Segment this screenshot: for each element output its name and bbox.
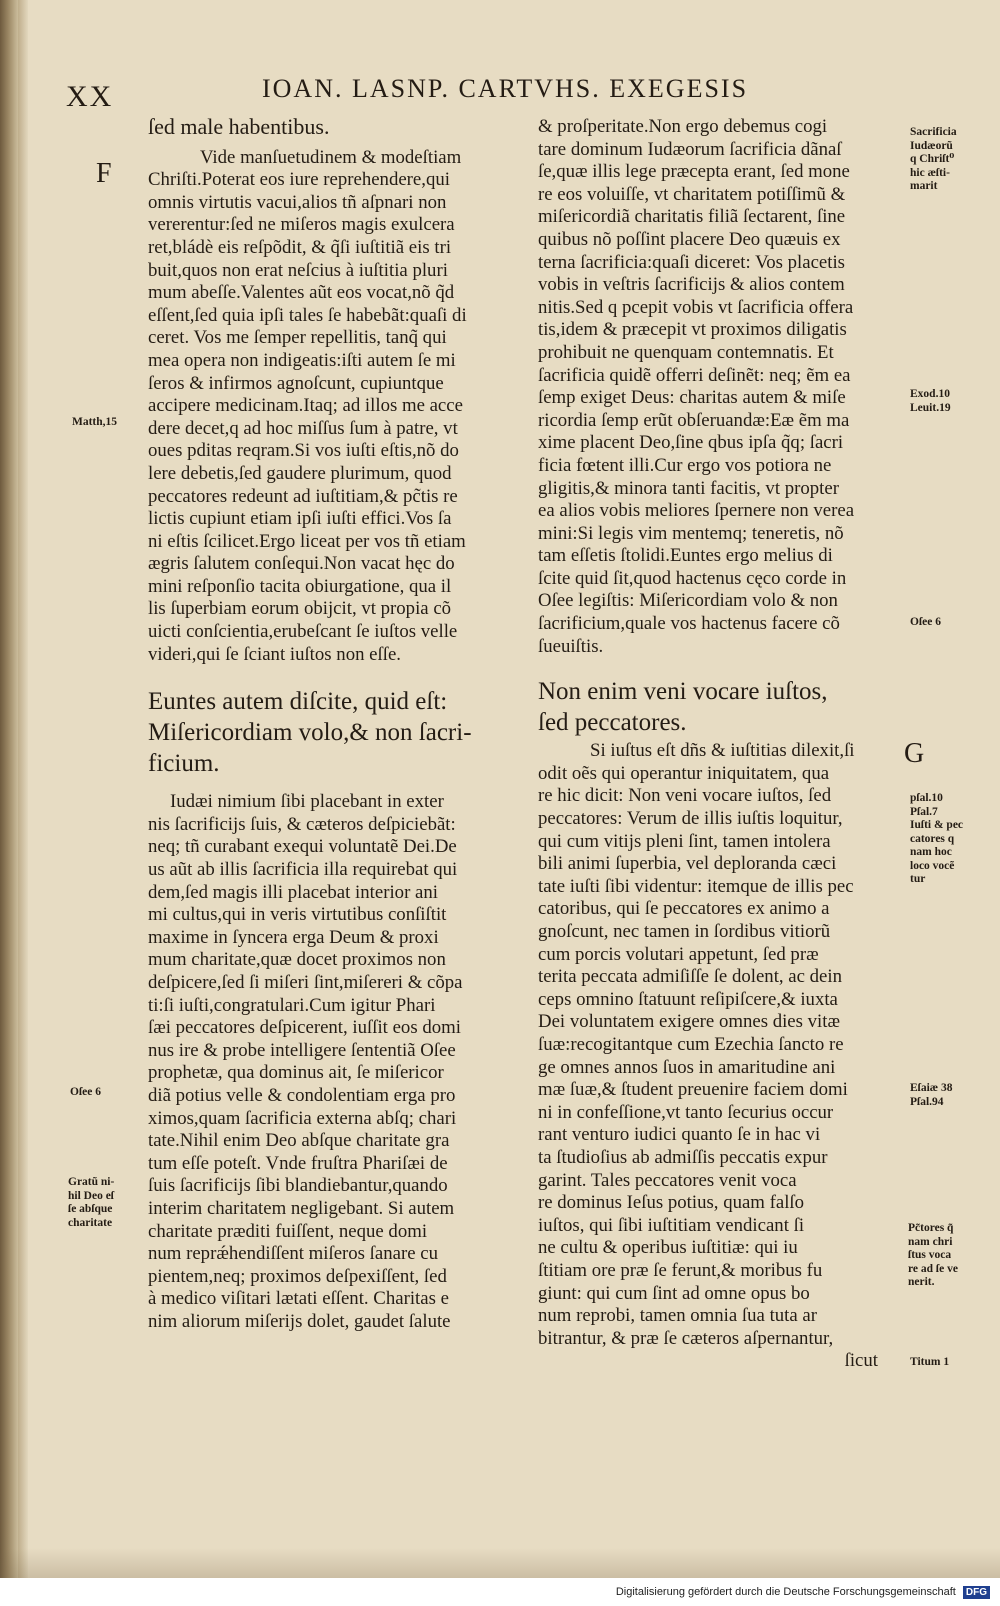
dfg-logo: DFG [963,1586,990,1599]
lemma-heading: Miſericordiam volo,& non ſacri- [148,719,472,747]
margin-note-esaiae: Eſaiæ 38 Pſal.94 [910,1082,953,1108]
margin-note-psalm: pſal.10 Pſal.7 Iuſti & pec catores q nam hoc loco vocẽ tur [910,792,964,885]
text-line: tate.Nihil enim Deo abſque charitate gra [148,1130,450,1152]
text-line: mini reſponſio tacita obiurgatione, qua il [148,575,452,597]
text-line: ſæi peccatores deſpicerent, iuſſit eos domi [148,1017,461,1039]
running-title: IOAN. LASNP. CARTVHS. EXEGESIS [262,74,749,103]
text-line: ricordia ſemp erũt obſeruandæ:Eæ ẽm ma [538,409,850,431]
margin-note-osee-right: Oſee 6 [910,616,941,628]
text-line: deſpicere,ſed ſi miſeri ſint,miſereri & cõpa [148,972,463,993]
text-line: Oſee legiſtis: Miſericordiam volo & non [538,590,838,612]
text-line: ne cultu & operibus iuſtitiæ: qui iu [538,1237,798,1259]
text-line: ti:ſi iuſti,congratulari.Cum igitur Phari [148,994,436,1016]
text-line: dem,ſed magis illi placebat interior ani [148,881,438,903]
text-line: gnoſcunt, nec tamen in ſordibus vitiorũ [538,921,831,942]
text-line: lis ſuperbiam eorum obijcit, vt propia cõ [148,598,452,620]
text-line: mum charitate,quæ docet proximos non [148,949,446,971]
text-line: miſericordiã charitatis filiã ſectarent, ſine [538,206,846,228]
text-line: bitrantur, & præ ſe cæteros aſpernantur, [538,1327,834,1349]
text-line: qui cum vitijs pleni ſint, tamen intolera [538,830,831,852]
margin-note-sacrificia: Sacrificia Iudæorũ q Chriſt⁰ hic æſti- marit [910,126,957,192]
text-line: ceret. Vos me ſemper repellitis, tanq̃ qui [148,327,447,349]
text-line: diã potius velle & condolentiam erga pro [148,1084,456,1106]
text-line: lere debetis,ſed gaudere plurimum, quod [148,462,452,484]
lemma-heading: ſed peccatores. [538,709,687,737]
text-line: ge omnes annos ſuos in amaritudine ani [538,1056,836,1078]
text-line: & proſperitate.Non ergo debemus cogi [538,116,828,137]
margin-note-titum: Titum 1 [910,1356,950,1368]
margin-note-matthew: Matth,15 [72,416,118,428]
page-shadow [0,1548,1000,1578]
text-line: ficia fœtent illi.Cur ergo vos potiora ne [538,454,832,476]
text-line: à medico viſitari lætati eſſent. Charitas e [148,1288,449,1310]
text-line: tam eſſetis ſtolidi.Euntes ergo melius di [538,545,833,567]
text-line: ſeros & infirmos agnoſcunt, cupiuntque [148,372,444,394]
text-line: peccatores: Verum de illis iuſtis loquitur, [538,808,843,830]
text-line: interim charitatem negligebant. Si autem [148,1197,455,1219]
text-line: rant venturo iudici quanto ſe in hac vi [538,1124,821,1146]
right-column [538,116,908,1373]
text-line: maxime in ſyncera erga Deum & proxi [148,926,439,948]
text-line: mi cultus,qui in veris virtutibus conſiſtit [148,904,447,926]
text-line: ſemp exiget Deus: charitas autem & miſe [538,387,846,409]
folio-number: XX [66,80,114,113]
lemma-heading: Euntes autem diſcite, quid eſt: [148,688,448,716]
text-line: ximos,quam ſacrificia externa abſq; chari [148,1107,457,1129]
section-letter-f: F [96,158,112,189]
section-letter-g: G [904,738,925,769]
text-line: re hic dicit: Non veni vocare iuſtos, ſed [538,785,832,807]
text-line: terita peccata admiſiſſe ſe dolent, ac dein [538,966,843,988]
footer-text: Digitalisierung gefördert durch die Deutsche Forschungsgemeinschaft [615,1586,956,1598]
text-line: mæ ſuæ,& ſtudent preuenire faciem domi [538,1079,848,1101]
text-line: neq; tñ curabant exequi voluntatẽ Dei.De [148,836,457,858]
margin-note-gratia: Gratũ ni- hil Deo eſ ſe abſque charitate [68,1176,115,1229]
margin-note-exodus: Exod.10 Leuit.19 [910,388,951,414]
text-line: uicti conſcientia,erubeſcant ſe iuſtos velle [148,621,458,643]
text-line: iuſtos, qui ſibi iuſtitiam vendicant ſi [538,1214,805,1236]
text-line: ea alios vobis meliores ſpernere non verea [538,500,855,522]
text-line: nitis.Sed q pcepit vobis vt ſacrificia offera [538,296,854,318]
text-line: ſuis ſacrificijs ſibi blandiebantur,quando [148,1175,448,1197]
text-line: ni in confeſſione,vt tanto ſecurius occur [538,1101,834,1123]
text-line: vererentur:ſed ne miſeros magis exulcera [148,214,455,236]
text-line: ſed male habentibus. [148,116,330,139]
text-line: ni eſtis ſcilicet.Ergo liceat per vos tñ etiam [148,530,466,552]
text-line: quibus nõ poſſint placere Deo quæuis ex [538,228,841,250]
lemma-heading: Non enim veni vocare iuſtos, [538,678,828,706]
text-line: buit,quos non erat neſcius à iuſtitia pluri [148,259,448,281]
text-line: gligitis,& minora tanti facitis, vt propter [538,477,839,499]
text-line: mum abeſſe.Valentes aũt eos vocat,nõ q̃d [148,282,455,304]
text-line: ta ſtudioſius ab admiſſis peccatis expur [538,1146,828,1168]
text-line: num reprobi, tamen omnia ſua tuta ar [538,1305,818,1327]
margin-note-osee-left: Oſee 6 [70,1086,101,1098]
text-line: ægris ſalutem conſequi.Non vacat hęc do [148,553,455,575]
page-edge [18,0,28,1578]
lemma-heading: ficium. [148,750,220,778]
text-line: videri,qui ſe ſciant iuſtos non eſſe. [148,643,401,665]
text-line: prohibuit ne quenquam contemnatis. Et [538,341,834,363]
text-line: Chriſti.Poterat eos iure reprehendere,qui [148,169,450,191]
text-line: xime placent Deo,ſine qbus ipſa q̃q; ſacri [538,432,844,454]
text-line: tis,idem & præcepit vt proximos diligatis [538,319,847,341]
text-line: Vide manſuetudinem & modeſtiam [200,146,462,168]
text-line: ſuæ:recogitantque cum Ezechia ſancto re [538,1033,844,1055]
text-line: prophetæ, qua dominus ait, ſe miſericor [148,1062,444,1084]
text-line: Iudæi nimium ſibi placebant in exter [170,791,444,813]
text-line: peccatores redeunt ad iuſtitiam,& pc̃tis re [148,485,458,507]
text-line: Si iuſtus eſt dñs & iuſtitias dilexit,ſi [590,740,855,762]
text-line: terna ſacrificia:quaſi diceret: Vos placetis [538,251,845,273]
text-line: charitate præditi fuiſſent, neque domi [148,1220,428,1242]
text-line: vobis in veſtris ſacrificijs & alios contem [538,274,845,296]
text-line: ceps omnino ſtatuunt reſipiſcere,& iuxta [538,988,838,1010]
text-line: garint. Tales peccatores venit voca [538,1169,797,1191]
text-line: oues pditas reqram.Si vos iuſti eſtis,nõ do [148,440,459,462]
text-line: nim aliorum miſerijs dolet, gaudet ſalute [148,1310,451,1332]
left-column [148,116,520,1334]
text-line: ſacrificia quidẽ offerri deſinẽt: neq; ẽm ea [538,364,851,386]
text-line: catoribus, qui ſe peccatores ex animo a [538,898,830,920]
digitization-footer [616,1586,990,1599]
text-line: ſcite quid ſit,quod hactenus cęco corde in [538,567,847,589]
text-line: ſacrificium,quale vos hactenus facere cõ [538,613,840,635]
text-line: omnis virtutis vacui,alios tñ aſpnari non [148,191,447,213]
text-line: us aũt ab illis ſacrificia illa requirebat qui [148,859,458,881]
text-line: ſueuiſtis. [538,635,604,657]
text-line: eſſent,ſed quia ipſi tales ſe habebãt:quaſi di [148,304,467,326]
margin-note-peccatores: Pc̃tores q̃ nam chri ſtus voca re ad ſe ve nerit. [908,1222,958,1288]
text-line: accipere medicinam.Itaq; ad illos me acce [148,395,463,417]
text-line: tum eſſe poteſt. Vnde fruſtra Phariſæi de [148,1152,448,1174]
text-line: nus ire & probe intelligere ſententiã Oſee [148,1039,456,1061]
text-line: pientem,neq; proximos deſpexiſſent, ſed [148,1265,447,1287]
text-line: re eos voluiſſe, vt charitatem potiſſimũ & [538,183,846,205]
text-line: giunt: qui cum ſint ad omne opus bo [538,1282,810,1304]
text-line: re dominus Ieſus potius, quam falſo [538,1192,805,1214]
book-gutter [0,0,18,1578]
text-line: ret,bládè eis reſpõdit, & q̃ſi iuſtitiã eis tri [148,236,452,258]
text-line: mini:Si legis vim mentemq; teneretis, nõ [538,522,844,544]
text-line: cum porcis volutari appetunt, ſed præ [538,943,819,965]
text-line: lictis cupiunt etiam ipſi iuſti effici.Vos ſa [148,508,452,530]
catchword: ſicut [844,1350,878,1372]
text-line: tare dominum Iudæorum ſacrificia dãnaſ [538,138,842,160]
text-line: num reprǽhendiſſent miſeros ſanare cu [148,1243,438,1265]
text-line: ſtitiam ore præ ſe ferunt,& moribus fu [538,1259,823,1281]
text-line: bili animi ſuperbia, vel deploranda cæci [538,853,837,875]
text-line: odit oẽs qui operantur iniquitatem, qua [538,762,830,784]
text-line: nis ſacrificijs ſuis, & cæteros deſpiciebãt: [148,813,456,835]
text-line: mea opera non indigeatis:iſti autem ſe mi [148,349,456,371]
text-line: tate iuſti ſibi videntur: itemque de illis pec [538,875,854,897]
text-line: ſe,quæ illis lege præcepta erant, ſed mone [538,161,850,183]
text-line: dere decet,q ad hoc miſſus ſum à patre, vt [148,417,458,439]
text-line: Dei voluntatem exigere omnes dies vitæ [538,1011,840,1033]
